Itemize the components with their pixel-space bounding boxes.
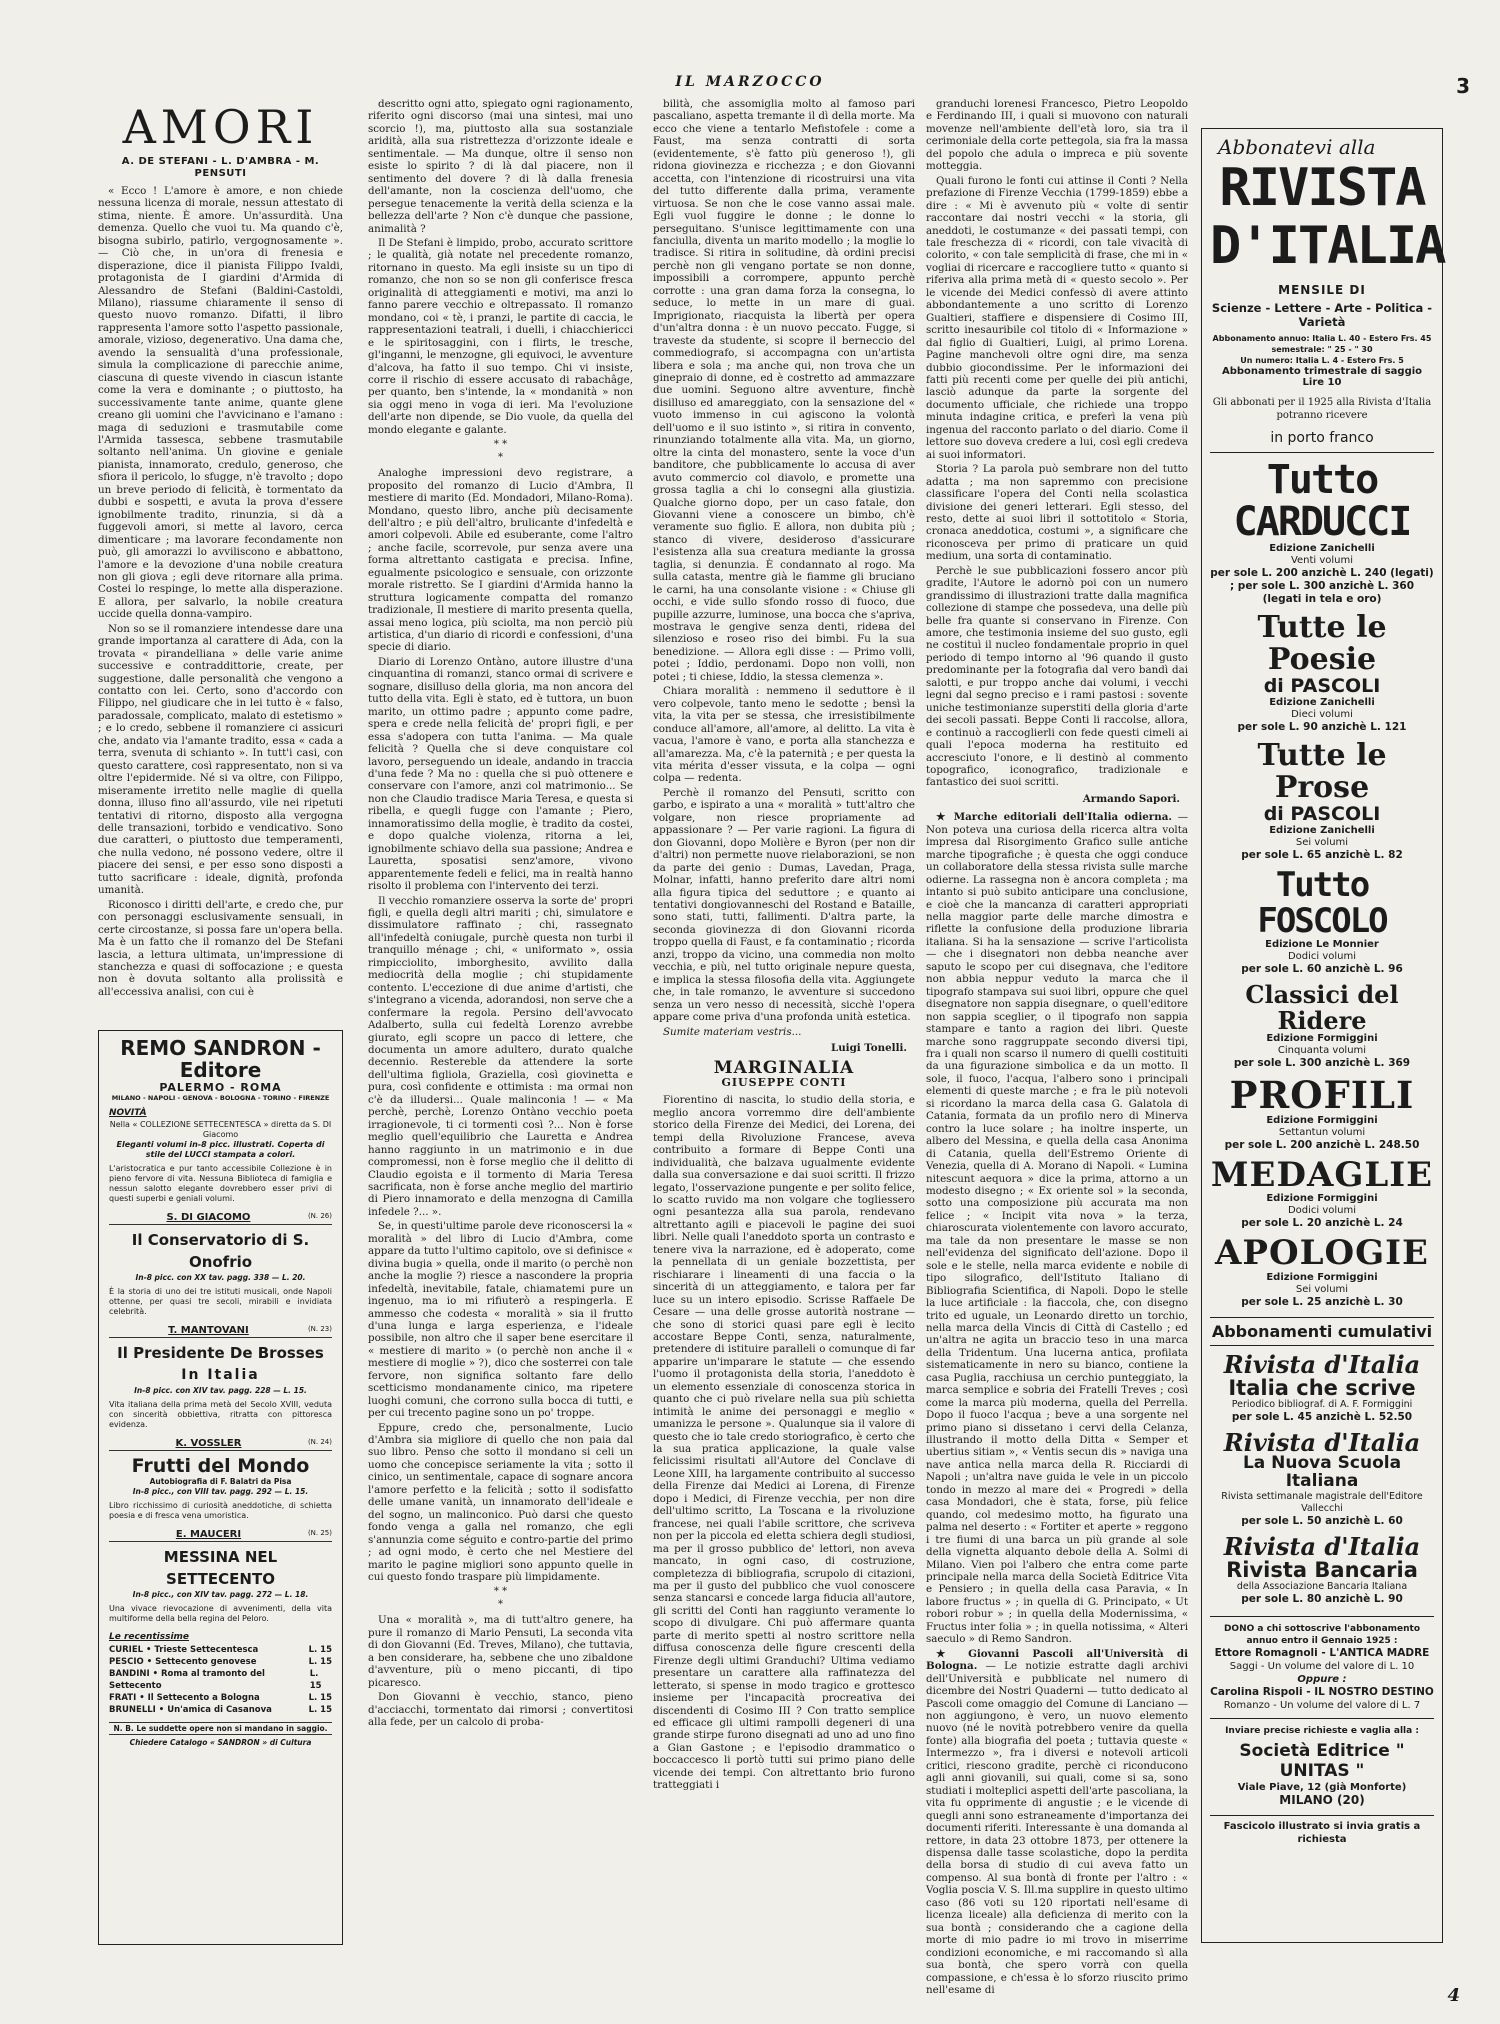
section-subtitle: GIUSEPPE CONTI <box>721 1075 847 1089</box>
paragraph: granduchi lorenesi Francesco, Pietro Leopoldo e Ferdinando III, i quali si muovono con naturali movenze nell'ambiente dell'età loro, sia tra il cerimoniale della corte pettegola, sia fra la massa del popolo che adula o impreca e più sovente motteggia. <box>926 98 1188 173</box>
collection-name: Nella « COLLEZIONE SETTECENTESCA » diretta da S. DI Giacomo <box>109 1120 332 1139</box>
novita-label: NOVITÀ <box>109 1108 147 1118</box>
offer <box>1210 459 1434 606</box>
article-title: AMORI <box>122 100 319 154</box>
book-number: (N. 24) <box>307 1438 332 1446</box>
offer-price: per sole L. 200 anzichè L. 240 (legati) ; per sole L. 300 anzichè L. 360 (legati in tela e oro) <box>1210 567 1434 605</box>
offer-title: MEDAGLIE <box>1210 1154 1434 1195</box>
paragraph: Chiara moralità : nemmeno il seduttore è il vero colpevole, tanto meno le sedotte ; bensì la vita, la vita per se stessa, che irresistibilmente conduce all'amore, all'amore, al delitto. La vita è vacua, l'amore è vano, e porta alla stanchezza e all'amarezza. Ma, c'è la paternità ; e per questa la vita mérita d'esser vissuta, e la colpa — ogni colpa — redenta. <box>653 685 915 785</box>
recent-item <box>109 1668 332 1692</box>
rate-line: Abbonamento trimestrale di saggio Lire 10 <box>1221 366 1423 388</box>
catalog-note: Chiedere Catalogo « SANDRON » di Cultura <box>129 1738 312 1747</box>
offer-subtitle: di PASCOLI <box>1263 803 1381 825</box>
book-desc: È la storia di uno dei tre istituti musicali, onde Napoli ottenne, per quasi tre secoli, mirabili e invidiata celebrità. <box>109 1287 332 1316</box>
unitas-publisher: Società Editrice " UNITAS " <box>1239 1741 1405 1782</box>
recent-title: PESCIO • Settecento genovese <box>109 1657 257 1667</box>
recent-heading: Le recentissime <box>109 1632 190 1642</box>
offer-edition: Edizione Formiggini <box>1266 1193 1378 1205</box>
paragraph: Sumite materiam vestris... <box>663 1025 802 1038</box>
book-meta: In-8 picc. con XX tav. pagg. 338 — L. 20. <box>135 1273 306 1282</box>
offer <box>1210 1072 1434 1152</box>
dono-item: Carolina Rispoli - IL NOSTRO DESTINO <box>1210 1686 1434 1699</box>
dono-heading: DONO a chi sottoscrive l'abbonamento annuo entro il Gennaio 1925 : <box>1210 1616 1434 1647</box>
combo-desc: della Associazione Bancaria Italiana <box>1236 1581 1408 1593</box>
offer-title: Tutto FOSCOLO <box>1257 865 1387 941</box>
book-author: T. MANTOVANI <box>168 1325 249 1336</box>
rivista-name-2: D'ITALIA <box>1210 216 1445 276</box>
offer-edition: Edizione Formiggini <box>1266 1271 1378 1283</box>
combo-subtitle: Italia che scrive <box>1228 1376 1416 1401</box>
offer-edition: Edizione Formiggini <box>1266 1114 1378 1126</box>
offer-edition: Edizione Le Monnier <box>1265 939 1379 951</box>
recent-title: BRUNELLI • Un'amica di Casanova <box>109 1705 272 1715</box>
article-signature: Luigi Tonelli. <box>830 1041 907 1054</box>
recent-price: L. 15 <box>308 1693 332 1703</box>
book-number: (N. 25) <box>307 1529 332 1537</box>
page-header <box>0 74 1500 98</box>
offer-price: per sole L. 90 anzichè L. 121 <box>1237 721 1407 733</box>
recent-title: BANDINI • Roma al tramonto del Settecento <box>109 1669 265 1691</box>
combo-offer <box>1210 1534 1434 1606</box>
offer-edition: Edizione Formiggini <box>1266 1032 1378 1044</box>
combo-subtitle: La Nuova Scuola Italiana <box>1242 1453 1402 1492</box>
article-bylines: A. DE STEFANI - L. D'AMBRA - M. PENSUTI <box>121 156 320 180</box>
paragraph: bilità, che assomiglia molto al famoso pari pascaliano, aspetta tremante il dì della morte. Ma ecco che viene a tentarlo Mefistofele : come a Faust, ma senza contratti di sorta (evidentemente, s'è fatto più generoso !), gli ridona giovinezza e ricchezza ; e don Giovanni accetta, con l'intenzione di ricostruirsi una vita del tutto differente dalla prima, veramente virtuosa. Se non che le cose vanno assai male. Egli vuol fuggire le donne ; le donne lo perseguitano. S'unisce legittimamente con una fanciulla, diventa un marito modello ; la moglie lo tradisce. Si ritira in solitudine, dà ordini precisi perchè non gli vengano portate se non donne, impossibili a corrompere, appunto perchè corrotte : una gran dama forza la consegna, lo seduce, lo mette in un mare di guai. Imprigionato, riacquista la libertà per opera d'un'altra donna : è un nuovo peccato. Fugge, si traveste da studente, si scopre il berneccio del commediografo, si accompagna con un'artista libera e sola ; ma anche qui, non trova che un ginepraio di donne, ed è costretto ad ammazzare due uomini. Seguono altre avventure, finchè disilluso ed amareggiato, con la sensazione del « vuoto immenso in cui agiscono la volontà dell'uomo e il suo istinto », si ritira in convento, rinunziando totalmente alla vita. Ma, un giorno, oltre la cinta del monastero, sente la voce d'un banditore, che pubblicamente lo accusa di aver avuto commercio col diavolo, e promette una grossa taglia a chi lo consegni alla giustizia. Qualche giorno dopo, per un caso fatale, don Giovanni viene a conoscere un bimbo, ch'è veramente suo figlio. E allora, non dubita più ; stanco di vivere, desideroso d'assicurare l'esistenza alla sua creatura mediante la grossa taglia, si denunzia. È condannato al rogo. Ma sulla catasta, mentre già le fiamme gli bruciano le carni, ha una consolante visione : « Chiuse gli occhi, e vide sullo sfondo rosso di fuoco, due pupille azzurre, luminose, una bocca che s'apriva, mostrava le gengive senza denti, ridева del silenzioso e roseo riso dei bimbi. Fu la sua benedizione. — Allora egli disse : — Primo volli, potei ; Iddio, perdonami. Dopo non volli, non potei ; ti chiese, Iddio, la stessa clemenza ». <box>653 98 915 683</box>
book-meta: In-8 picc., con XIV tav. pagg. 272 — L. 18. <box>132 1590 309 1599</box>
book-author: S. DI GIACOMO <box>166 1212 251 1223</box>
collection-blurb: L'aristocratica e pur tanto accessibile Collezione è in pieno fervore di vita. Nessuna Biblioteca di famiglia e nessun salotto elegante dovrebbero esser privi di questi superbi e geniali volumi. <box>109 1164 332 1203</box>
book-title: Il Conservatorio di S. Onofrio <box>131 1231 310 1271</box>
offer-title: Tutte le Poesie <box>1257 610 1387 677</box>
offer-volumes: Sei volumi <box>1295 1283 1349 1295</box>
book-title: MESSINA NEL SETTECENTO <box>163 1548 278 1588</box>
article-signature: Armando Sapori. <box>1082 792 1180 805</box>
book-desc: Libro ricchissimo di curiosità aneddotiche, di schietta poesia e di fresca vena umoristica. <box>109 1501 332 1520</box>
rate-line: Un numero: Italia L. 4 - Estero Frs. 5 <box>1240 356 1404 365</box>
note <box>926 1648 1188 1997</box>
offer <box>1210 740 1434 862</box>
combo-desc: Rivista settimanale magistrale dell'Editore Vallecchi <box>1221 1491 1423 1515</box>
paragraph: Storia ? La parola può sembrare non del tutto adatta ; ma non sapremmo con precisione classificare l'opera del Conti nella scolastica divisione dei generi letterari. Egli stesso, del resto, dette ai suoi libri il sottotitolo « Storia, cronaca aneddotica, costumi », a significare che riconosceva per primo di praticare un quid medium, una sorta di contaminatio. <box>926 463 1188 563</box>
mensile-label: MENSILE DI <box>1278 283 1366 297</box>
book-entry <box>109 1325 332 1430</box>
rate-line: Abbonamento annuo: Italia L. 40 - Estero Frs. 45 <box>1212 334 1432 343</box>
collection-desc: Eleganti volumi in-8 picc. illustrati. Coperta di stile del LUCCI stampata a colori. <box>116 1140 325 1159</box>
inviare-line: Inviare precise richieste e vaglia alla : <box>1210 1718 1434 1737</box>
recent-item <box>109 1656 332 1668</box>
offer-volumes: Dodici volumi <box>1287 1205 1357 1217</box>
book-author: K. VOSSLER <box>175 1438 242 1449</box>
publisher-name: REMO SANDRON - Editore <box>120 1036 321 1082</box>
offer-price: per sole L. 200 anzichè L. 248.50 <box>1224 1138 1420 1151</box>
recent-price: L. 15 <box>308 1657 332 1667</box>
paragraph: Il De Stefani è limpido, probo, accurato scrittore ; le qualità, già notate nel precedente romanzo, ritornano in questo. Ma egli insiste su un tipo di romanzo, che non so se non gli conferisce fresca originalità di atteggiamenti e motivi, ma anzi lo fanno parere vecchio e oltrepassato. Il romanzo mondano, coi « tè, i pranzi, le partite di caccia, le rappresentazioni teatrali, i duelli, i chiacchiericci e le spiritosaggini, con i flirts, le tresche, gl'inganni, le menzogne, gli equivoci, le avventure d'alcova, ha fatto il suo tempo. Chi vi insiste, corre il rischio di essere accusato di rabachâge, per quanto, ben s'intende, la « mondanità » non sia oggi meno in voga di ieri. Ma l'evoluzione dell'arte non dipende, se Dio vuole, da quella del mondo elegante e galante. <box>368 236 633 436</box>
book-title: Frutti del Mondo <box>131 1455 310 1477</box>
offer-volumes: Cinquanta volumi <box>1277 1044 1367 1056</box>
note <box>926 811 1188 1645</box>
combo-subtitle: Rivista Bancaria <box>1226 1558 1418 1583</box>
nb-note: N. B. Le suddette opere non si mandano in saggio. <box>109 1722 332 1735</box>
offer-price: per sole L. 20 anzichè L. 24 <box>1241 1217 1403 1230</box>
offer <box>1210 1233 1434 1309</box>
offer-volumes: Sei volumi <box>1295 837 1349 848</box>
combo-offer <box>1210 1349 1434 1424</box>
page-number: 3 <box>1456 74 1470 98</box>
column-3 <box>653 98 915 1963</box>
book-number: (N. 23) <box>307 1325 332 1333</box>
dono-item: Ettore Romagnoli - L'ANTICA MADRE <box>1214 1647 1430 1660</box>
book-meta: In-8 picc., con VIII tav. pagg. 292 — L. 15. <box>132 1487 309 1496</box>
offer-volumes: Dodici volumi <box>1287 951 1357 963</box>
offer-title: APOLOGIE <box>1215 1233 1429 1274</box>
dono-item-desc: Romanzo - Un volume del valore di L. 7 <box>1223 1700 1421 1712</box>
recent-title: CURIEL • Trieste Settecentesca <box>109 1645 259 1655</box>
rate-line: semestrale: " 25 - " 30 <box>1271 345 1373 354</box>
sandron-advertisement <box>98 1030 343 1945</box>
paragraph: Eppure, credo che, personalmente, Lucio d'Ambra sia migliore di quello che non paia dal suo libro. Penso che sotto il mondano si celi un uomo che concepisce seriamente la vita ; sotto il cinico, un sentimentale, capace di sognare ancora l'amore perfetto e la felicità ; sotto il sodisfatto delle umane vanità, un innamorato dell'ideale e del sogno, un malinconico. Può darsi che questo fondo venga a galla nel romanzo, che egli s'annunzia come séguito e contro-partie del primo ; ad ogni modo, è certo che nel Mestiere del marito le pagine migliori sono appunto quelle in cui questo fondo traspare più limpidamente. <box>368 1421 633 1584</box>
combo-title: Rivista d'Italia <box>1223 1349 1421 1379</box>
abbonatevi-text: Abbonatevi alla <box>1218 135 1376 159</box>
offer-title: Tutte le Prose <box>1257 738 1387 805</box>
paragraph: Analoghe impressioni devo registrare, a proposito del romanzo di Lucio d'Ambra, Il mestiere di marito (Ed. Mondadori, Milano-Roma). Mondano, questo libro, anche più decisamente dell'altro ; e più dell'altro, brulicante d'infedeltà e amori colpevoli. Abile ed esuberante, come l'altro ; anche facile, scorrevole, pur senza avere una forma altrettanto castigata e precisa. Infine, egualmente psicologico e sensuale, con orizzonte morale ristretto. Se I giardini d'Armida hanno la struttura logicamente compatta del romanzo tradizionale, Il mestiere di marito presenta quella, assai meno logica, più sciolta, ma non perciò più artistica, d'un diario di ricordi e confessioni, d'una specie di diario. <box>368 467 633 654</box>
book-entry <box>109 1529 332 1624</box>
note-heading: ★ Giovanni Pascoli all'Università di Bologna. <box>926 1647 1188 1673</box>
paragraph: Non so se il romanziere intendesse dare una grande importanza al carattere di Ada, con la trovata « pirandelliana » delle varie anime successive e contraddittorie, create, per suggestione, dalle personalità che vengono a contatto con lei. Certo, sono d'accordo con Filippo, nel giudicare che in lei tutto è « falso, paradossale, complicato, malato di estetismo » ; e lo credo, sebbene il romanziere ci assicuri che, andato via l'amante tradito, essa « cada a terra, svenuta di schianto ». In tutt'i casi, con questo carattere, così rappresentato, non si va oltre l'epidermide. Né si va oltre, con Filippo, miseramente irretito nelle maglie di quella donna, illuso fino all'assurdo, vile nei ripetuti tentativi di ritorno, disposto alla vergogna delle transazioni, torbido e vendicativo. Sono due caratteri, o piuttosto due temperamenti, che nulla vedono, né possono vedere, oltre il piacere dei sensi, e per esso sono disposti a tutto sacrificare : ideale, dignità, profonda umanità. <box>98 622 343 897</box>
journal-title: IL MARZOCCO <box>675 74 825 90</box>
recent-title: FRATI • Il Settecento a Bologna <box>109 1693 260 1703</box>
note-text: — Le notizie estratte dagli archivi dell'Università e pubblicate nel numero di dicembre dei Nostri Quaderni — tutto dedicato al Pascoli come omaggio del Comune di Lanciano — non aggiungono, è vero, un nuovo elemento nuovo (né le novità potrebbero venire da quella fonte) alla biografia del poeta ; tuttavia queste « Intermezzo », fra i diversi e notevoli articoli critici, riescono gradite, perchè ci riconducono agli anni giovanili, sui quali, come si sa, sono studiati i molteplici aspetti dell'arte pascoliana, la vita fu opprimente di angustie ; e le vicende di quegli anni sono estraneamente d'importanza dei documenti riferiti. Interessante è una domanda al rettore, in data 23 ottobre 1873, per ottenere la dispensa dalle tasse scolastiche, dopo la perdita della borsa di studio di cui aveva fatto un compenso. Al sua bontà di fronte per l'altro : « Voglia poscia V. S. Ill.ma supplire in questo ultimo caso (86 voti su 120 riportati nell'esame di licenza liceale) alla deficienza di merito con la sua bontà ; considerando che a cagione della morte di mio padre io mi trovo in miserrime condizioni economiche, e mi raccomando sì alla sua bontà, che spero vorrà con quella compassione, e ch'essa è lo sforzo riuscito primo nell'esame di <box>926 1660 1188 1996</box>
subjects: Scienze - Lettere - Arte - Politica - Varietà <box>1211 301 1433 329</box>
book-desc: Una vivace rievocazione di avvenimenti, della vita multiforme della bella regina del Peloro. <box>109 1604 332 1623</box>
paragraph: Riconosco i diritti dell'arte, e credo che, pur con personaggi esclusivamente sensuali, in certe circostanze, si possa fare un'opera bella. Ma è un fatto che il romanzo del De Stefani lascia, a lettura ultimata, un'impressione di stanchezza e quasi di soffocazione ; e questa non è dovuta soltanto alla prolissità e all'eccessiva analisi, con cui è <box>98 898 343 998</box>
porto-franco: in porto franco <box>1210 430 1434 453</box>
offer-price: per sole L. 65 anzichè L. 82 <box>1241 849 1403 861</box>
book-title: Il Presidente De Brosses <box>117 1344 324 1362</box>
combo-offer <box>1210 1430 1434 1528</box>
rivista-advertisement <box>1201 128 1443 1943</box>
paragraph: Perchè il romanzo del Pensuti, scritto con garbo, e ispirato a una « moralità » tutt'altro che volgare, non riesce propriamente ad appassionare ? — Per varie ragioni. La figura di don Giovanni, dopo Molière e Byron (per non dir d'altri) non permette nuove rielaborazioni, se non da parte dei genio : Dumas, Lavedan, Praga, Molnar, infatti, hanno preferito dare altri nomi alla figura tipica del seduttore ; e quanto ai tentativi dongiovanneschi del Rostand e Bataille, sono stati, tutti, fallimenti. D'altra parte, la seconda giovinezza di don Giovanni ricorda troppo quella di Faust, e fa contaminatio ; ricorda anzi, troppo da vicino, una commedia non molto vecchia, e più, nel tutto originale nepure questa, e implica la stessa filosofia della vita. Aggiungete che, in tale romanzo, le avventure si succedono senza un vero nesso di necessità, sicchè l'opera appare come priva d'una profonda unità estetica. <box>653 786 915 1024</box>
publisher-cities: PALERMO - ROMA <box>159 1081 282 1094</box>
publisher-city: MILANO (20) <box>1279 1793 1365 1808</box>
recent-price: L. 15 <box>309 1669 322 1691</box>
separator-asterisks: * * * <box>493 1586 508 1610</box>
combo-price: per sole L. 50 anzichè L. 60 <box>1241 1515 1403 1528</box>
paragraph: Se, in questi'ultime parole deve riconoscersi la « moralità » del libro di Lucio d'Ambra, come appare da tutto l'ultimo capitolo, ove si definisce « divina bugia » quella, onde il marito (o perchè non anche la moglie ?) riesce a nascondere la propria infedeltà, inevitabile, fatale, chiamatemi pure un ingenuo, ma io mi rifiuterò a respingerla. E ammesso che codesta « moralità » sia il frutto d'una lunga e larga esperienza, e l'ideale possibile, non altro che il saper bene esercitare il « mestiere di marito » (o perchè non anche il « mestiere di moglie » ?), dico che sosterrei con tale fervore, non significa soltanto fare dello scetticismo mondanamente cinico, ma ripetere luoghi comuni, che corrono sulla bocca di tutti, e per cui trecento pagine sono un po' troppe. <box>368 1220 633 1420</box>
offer <box>1210 612 1434 734</box>
oppure-label: Oppure : <box>1297 1674 1347 1686</box>
offer-edition: Edizione Zanichelli <box>1269 543 1375 554</box>
offer <box>1210 865 1434 976</box>
paragraph: Don Giovanni è vecchio, stanco, pieno d'acciacchi, tormentato dai rimorsi ; convertitosi alla fede, per un calcolo di proba- <box>368 1691 633 1728</box>
book-number: (N. 26) <box>307 1212 332 1220</box>
book-entry <box>109 1212 332 1317</box>
offer-title: Classici del Ridere <box>1245 980 1399 1035</box>
publisher-branches: MILANO - NAPOLI - GENOVA - BOLOGNA - TORINO - FIRENZE <box>111 1094 330 1102</box>
paragraph: Quali furono le fonti cui attinse il Conti ? Nella prefazione di Firenze Vecchia (1799-1859) ebbe a dire : « Mi è avvenuto più « volte di sentir raccontare dai nostri vecchi « la storia, gli aneddoti, le costumanze « dei passati tempi, con tale freschezza di « ricordi, con tale vivacità di colorito, « con tale semplicità di frase, che mi in « vogliai di ricercare e raccogliere tutto « quanto si riferiva alla prima metà di « questo secolo ». Per le vicende dei Medici confessò di avere attinto abbondantemente a uno scritto di Lorenzo Gualtieri, staffiere e dispensiere di Cosimo III, scritto inesauribile col titolo di « Informazione » dal figlio di Gualtieri, Luigi, al primo Lorena. Pagine manchevoli oltre ogni dire, ma senza dubbio giocondissime. Per le informazioni dei fatti più recenti come per quelle dei più antichi, lasciò adunque da parte la sorgente del documento ufficiale, che richiede una troppo minuta indagine critica, e preferì la vena più ingenua del racconto parlato o del diario. Come il lettore suo doveva credere a lui, così egli credeva ai suoi informatori. <box>926 174 1188 461</box>
book-meta: In-8 picc. con XIV tav. pagg. 228 — L. 15. <box>134 1386 307 1395</box>
book-desc: Vita italiana della prima metà del Secolo XVIII, veduta con sincerità obbiettiva, ritratta con pittoresca evidenza. <box>109 1400 332 1429</box>
combo-price: per sole L. 80 anzichè L. 90 <box>1241 1593 1403 1606</box>
section-title: MARGINALIA <box>713 1058 855 1079</box>
gift-info: Gli abbonati per il 1925 alla Rivista d'Italia potranno ricevere <box>1212 397 1432 421</box>
book-subtitle: In Italia <box>181 1367 260 1383</box>
book-entry <box>109 1438 332 1521</box>
offer-title: PROFILI <box>1229 1072 1415 1117</box>
rivista-name-1: RIVISTA <box>1219 158 1425 218</box>
note-heading: ★ Marche editoriali dell'Italia odierna. <box>936 811 1172 824</box>
paragraph: Fiorentino di nascita, lo studio della storia, e meglio ancora vorremmo dire dell'ambiente storico della Firenze dei Medici, dei Lorena, dei tempi della Rivoluzione Francese, aveva contribuito a formare di Beppe Conti una individualità, che balzava ugualmente evidente dalla sua conversazione e dai suoi scritti. Il frizzo legato, l'osservazione pungente e per solito felice, lo scatto ruvido ma non volgare che togliessero ogni pesantezza alla sua parola, rendevano altrettanto agili e piacevoli le pagine dei suoi libri. Nelle quali l'aneddoto sporta un contrasto e tenere viva la narrazione, ed è adoperato, come la pennellata di un geniale bozzettista, per rischiarare i lineamenti di una faccia o la sincerità di un atteggiamento, e talora per far luce su un intero episodio. Scrisse Raffaele De Cesare — una delle grosse autorità nostrane — che sono di storici quasi pare egli è lecito accostare Beppe Conti, senza, naturalmente, pretendere di istituire paralleli o comunque di far apparire un'imparare le statute — che essendo l'uomo il protagonista della storia, l'aneddoto è un elemento essenziale di conoscenza storica in quanto che ci può rivelare nella sua più schietta intimità le anime dei personaggi e meglio « umanizza le persone ». Qualunque sia il valore di questo che io tale credo storiografico, è certo che la sua pratica applicazione, la quale valse felicissimi risultati all'Autore del Conclave di Leone XIII, ha largamente contribuito al successo della Firenze dai Medici ai Lorena, di Firenze dopo i Medici, di Firenze vecchia, per non dire dell'ultimo scritto, La Toscana e la rivoluzione francese, nei quali l'abile scrittore, che scriveva non per la piccola ed eletta schiera degli studiosi, ma per il grosso pubblico de' lettori, non aveva mancato, in ogni caso, di costruzione, completezza di bibliografia, scrupolo di citazioni, ma per il gusto del pubblico che vuol conoscere senza stancarsi e concede larga fiducia all'autore, gli scritti del Conti han raggiunto veramente lo scopo di divulgare. Chi può affermare quanta parte di merito spetti al nostro scrittore nella diffusa conoscenza delle figure crescenti della Firenze degli ultimi Granduchi? Ultima vediamo presentare un carattere alla raffinatezza del letterato, si spense in modo tragico e grottesco insieme per l'incapacità procreativa dei discendenti di Cosimo III ? Con tratto semplice ed efficace gli ultimi rampolli degeneri di una grande stirpe furono disegnati ad uno ad uno fino a Gian Gastone ; e l'episodio drammatico o boccaccesco li portò tutti sui primo piano delle vicende dei tempi. Con altrettanto brio furono tratteggiati i <box>653 1094 916 1792</box>
book-author: E. MAUCERI <box>175 1529 242 1540</box>
paragraph: « Ecco ! L'amore è amore, e non chiede nessuna licenza di morale, nessun attestato di stima, niente. È amore. Un'assurdità. Una demenza. Quello che vuoi tu. Ma quando c'è, bisogna subirlo, patirlo, vergognosamente ». — Ciò che, in un'ora di frenesia e disperazione, dice il pianista Filippo Ivaldi, protagonista de I giardini d'Armida di Alessandro de Stefani (Baldini-Castoldi, Milano), riassume chiaramente il senso di questo nuovo romanzo. Difatti, il libro rappresenta l'amore sotto l'aspetto passionale, amorale, vizioso, degenerativo. Una dama che, avendo la sensualità d'una professionale, simula la complicazione di parecchie anime, ciascuna di queste vivendo in ciascun istante come la vera e dominante ; o piuttosto, ha successivamente tante anime, quante glene creano gli uomini che l'avvicinano e l'amano : maga di seduzioni e trasmutabile come l'Armida tassesca, sebbene trasmutabile soltanto nell'anima. Un giovine e geniale pianista, innamorato, credulo, generoso, che sfiora il pericolo, lo sfugge, n'è travolto ; dopo un breve periodo di felicità, è tormentato da dubbi e sospetti, e avuta la prova d'essere ignobilmente tradito, rinunzia, si dà a fuggevoli amori, si mette al lavoro, cerca dimenticare ; ma lavorare fecondamente non può, gli amorazzi lo avviliscono e abbattono, l'amore e la devozione d'una nobile creatura non gli giova ; egli deve ritornare alla prima. Costei lo respinge, lo mette alla disperazione. E allora, per salvarlo, la nobile creatura uccide quella donna-vampiro. <box>98 184 343 621</box>
column-1 <box>98 98 343 1018</box>
footer-page-number: 4 <box>1447 1985 1460 2006</box>
recent-item <box>109 1644 332 1656</box>
combo-title: Rivista d'Italia <box>1223 1532 1421 1562</box>
offer <box>1210 982 1434 1069</box>
offer-volumes: Settantun volumi <box>1278 1126 1366 1138</box>
column-2 <box>368 98 633 1963</box>
offer-price: per sole L. 25 anzichè L. 30 <box>1241 1295 1403 1308</box>
paragraph: Il vecchio romanziere osserva la sorte de' propri figli, e quella degli altri mariti ; chi, simulatore e dissimulatore raffinato ; chi, rassegnato all'infedeltà coniugale, purchè questa non turbi il tranquillo ménage ; chi, « uniformato », ossia rimpicciolito, imborghesito, avvilito dalla mediocrità della moglie ; chi stupidamente contento. L'eccezione di due anime d'artisti, che s'integrano a vicenda, adorandosi, non serve che a confermare la regola. Persino dell'avvocato Adalberto, sulla cui fedeltà Lorenzo avrebbe giurato, egli scopre un pacco di lettere, che documenta un amore adultero, durato qualche decennio. Restereble da attendere la sorte dell'ultima figliola, Graziella, così giovinetta e pura, così confidente e ottimista : ma ormai non c'è da illudersi... Quale malinconia ! — « Ma perchè, perchè, Lorenzo Ontàno vecchio poeta irragionevole, ti ci tormenti così ?... Non è forse meglio quell'equilibrio che Lauretta e Andrea hanno raggiunto in un matrimonio e in due compromessi, non è forse meglio che il delitto di Claudio egoista e il tormento di Maria Teresa sacrificata, non è forse anche meglio del martirio di Piero innamorato e della menzogna di Camilla infedele ?... ». <box>368 894 633 1218</box>
paragraph: Diario di Lorenzo Ontàno, autore illustre d'una cinquantina di romanzi, stanco ormai di scrivere e sognare, disilluso della gloria, ma non ancora del tutto della vita. Egli è stato, ed è tuttora, un buon marito, un ottimo padre ; appunto come padre, spera e crede nella felicità de' propri figli, e per essa s'adopera con tutta l'anima. — Ma quale felicità ? Quella che si deve conquistare col lavoro, perseguendo un ideale, andando in traccia d'una fede ? Ma no : quella che si può ottenere e conservare con l'amore, anzi col matrimonio... Se non che Claudio tradisce Maria Teresa, e questa si ribella, e quegli fugge con l'amante ; Piero, innamoratissimo della moglie, è tradito da costei, e dopo qualche violenza, ritorna a lei, ignobilmente schiavo della sua passione; Andrea e Lauretta, sposatisi senz'amore, vivono apparentemente fedeli e felici, ma in realtà hanno risolto il problema con l'intervento dei terzi. <box>368 655 633 893</box>
recent-item <box>109 1692 332 1704</box>
combo-desc: Periodico bibliograf. di A. F. Formiggini <box>1231 1399 1413 1411</box>
recent-price: L. 15 <box>308 1705 332 1715</box>
paragraph: Una « moralità », ma di tutt'altro genere, ha pure il romanzo di Mario Pensuti, La seconda vita di don Giovanni (Ed. Treves, Milano), che tuttavia, a ben considerare, ha, sebbene che uno zibaldone d'avventure, più o meno piccanti, di tipo picaresco. <box>368 1614 633 1689</box>
column-4 <box>926 98 1188 1996</box>
offer-price: per sole L. 60 anzichè L. 96 <box>1241 963 1403 976</box>
offer-volumes: Venti volumi <box>1290 555 1354 566</box>
recent-item <box>109 1704 332 1716</box>
cumulativi-heading: Abbonamenti cumulativi <box>1210 1317 1434 1346</box>
offer-volumes: Dieci volumi <box>1291 709 1353 720</box>
offer-edition: Edizione Zanichelli <box>1269 825 1375 836</box>
book-subtitle: Autobiografia di F. Balatri da Pisa <box>149 1477 292 1486</box>
paragraph: Perchè le sue pubblicazioni fossero ancor più gradite, l'Autore le adornò poi con un numero grandissimo di illustrazioni tratte dalla magnifica collezione di stampe che possedeva, una delle più belle fra quante si conservano in Firenze. Con amore, che testimonia insieme del suo gusto, egli ne costituì il nucleo fondamentale proprio in quel periodo di tempo intorno al '96 quando il gusto predominante per la fotografia dal vero bandì dai salotti, e pur troppo anche dai volumi, i vecchi legni dal segno preciso e i rami pastosi : sovente uniche testimonianze superstiti della gloria d'arte dei secoli passati. Beppe Conti li raccolse, allora, e continuò a raccoglierli con fede questi cimeli ai quali l'epoca moderna ha restituito ed accresciuto l'onore, e li destinò al commento topografico, iconografico, tradizionale e fantastico dei suoi scritti. <box>926 564 1188 789</box>
note-text: — Non poteva una curiosa della ricerca altra volta impresa dal Risorgimento Grafico sulle antiche marche tipografiche ; è questa che oggi conduce un collaboratore della stessa rivista sulle marche odierne. La rassegna non è ancora completa ; ma intanto si può subito anticipare una conclusione, e cioè che la mancanza di caratteri appropriati nella maggior parte delle marche dimostra e riflette la confusione della produzione libraria italiana. Si ha la sensazione — scrive l'articolista — che i disegnatori non debba neanche aver saputo le scopo per cui disegnava, che l'editore non abbia neppur veduto la marca che il tipografo stampava sui suoi libri, oppure che quel disegnatore non sappia disegnare, o quell'editore non sappia sceglier, o il tipografo non sappia stampare e tanto a ragion dei libri. Queste marche sono raggruppate secondo diversi tipi, fra i quali non scarso il numero di quelli costituiti da una figurazione simbolica e da un motto. Il sole, il fuoco, l'acqua, l'albero sono i principali elementi di queste marche ; e fra le più notevoli si ricordano la marca della casa G. Galatola di Catania, formata da un profilo nero di Minerva contro la luce solare ; ha inoltre insperte, un albero del Messina, e quella della casa Anonima di Catania, quella dell'Estremo Oriente di Venezia, quella di A. Morano di Napoli. « Lumina nitescunt aequora » dice la prima, attorno a un modesto disegno ; « Ex oriente sol » la seconda, sotto una composizione più accurata ma non felice ; « Incipit vita nova » la terza, chiaroscurata violentemente con lavoro accurato, ma tale da non presentare le masse se non nell'evidenza del significato dell'azione. Dopo il sole e le stelle, nella marca evidente e nobile di tipo silografico, dell'Istituto Italiano di Bibliografia Scientifica, di Napoli. Dopo le stelle la luce artificiale : la fiaccola, che, con disegno trito ed uguale, un Leonardo diretto un torchio, nella marca della Vincis di Città di Castello ; ed un'altra ne agita un braccio teso in una marca della Tridentum. Una lucerna antica, profilata sistematicamente in nero su bianco, contiene la casa Puglia, racchiusa un cerchio punteggiato, la marca semplice e sobria dei Fratelli Treves ; così come la marca più moderna, quella del Perrella. Dopo il fuoco l'acqua ; beve a una sorgente nel primo piano si dissetano i cervi della Celanza, illustrando il motto della Ditta « Semper et ubertius sitiam », « Ventis secun dis » naviga una nave antica nella marca della R. Ricciardi di Napoli ; un'altra nave guida le vele in un piccolo tondo in mezzo al mare dei « Progredi » della casa Mondadori, che è stata, forse, più felice quando, col medesimo motto, ha figurato una palma nel deserto : « Fortiter et aperte » reggono i tre fiumi di una barca un più grande al sole della vignetta alquanto debole della A. Solmi di Milano. Vien poi l'albero che entra come parte principale nella marca della Società Editrice Vita e Pensiero ; in quella della casa Paravia, « In labore fructus » ; in quella di G. Principato, « Ut robori robur » ; in quella della Modernissima, « Fructus inter folia » ; in quella notissima, « Alteri saeculo » di Remo Sandron. <box>926 811 1188 1646</box>
separator-asterisks: * * * <box>493 439 508 463</box>
paragraph: descritto ogni atto, spiegato ogni ragionamento, riferito ogni discorso (mai una sintesi, mai uno scorcio !), ma, piuttosto alla sua sostanziale aridità, alla sua ristrettezza d'orizzonte ideale e sentimentale. — Ma dunque, oltre il senso non esiste lo spirito ? di là dal piacere, non il sentimento del dovere ? di là dalla frenesia dell'amante, non la coscienza dell'uomo, che persegue tenacemente la verità della scienza e la bellezza dell'arte ? Non c'è dunque che passione, animalità ? <box>368 98 633 235</box>
offer-subtitle: di PASCOLI <box>1263 675 1381 697</box>
fascicolo-note: Fascicolo illustrato si invia gratis a richiesta <box>1210 1815 1434 1846</box>
dono-item-desc: Saggi - Un volume del valore di L. 10 <box>1229 1661 1415 1673</box>
offer <box>1210 1154 1434 1231</box>
combo-price: per sole L. 45 anzichè L. 52.50 <box>1231 1411 1413 1424</box>
combo-title: Rivista d'Italia <box>1223 1428 1421 1458</box>
offer-title: Tutto CARDUCCI <box>1233 457 1411 545</box>
offer-edition: Edizione Zanichelli <box>1269 697 1375 708</box>
publisher-address: Viale Piave, 12 (già Monforte) <box>1237 1782 1407 1794</box>
recent-price: L. 15 <box>308 1645 332 1655</box>
offer-price: per sole L. 300 anzichè L. 369 <box>1233 1056 1411 1069</box>
